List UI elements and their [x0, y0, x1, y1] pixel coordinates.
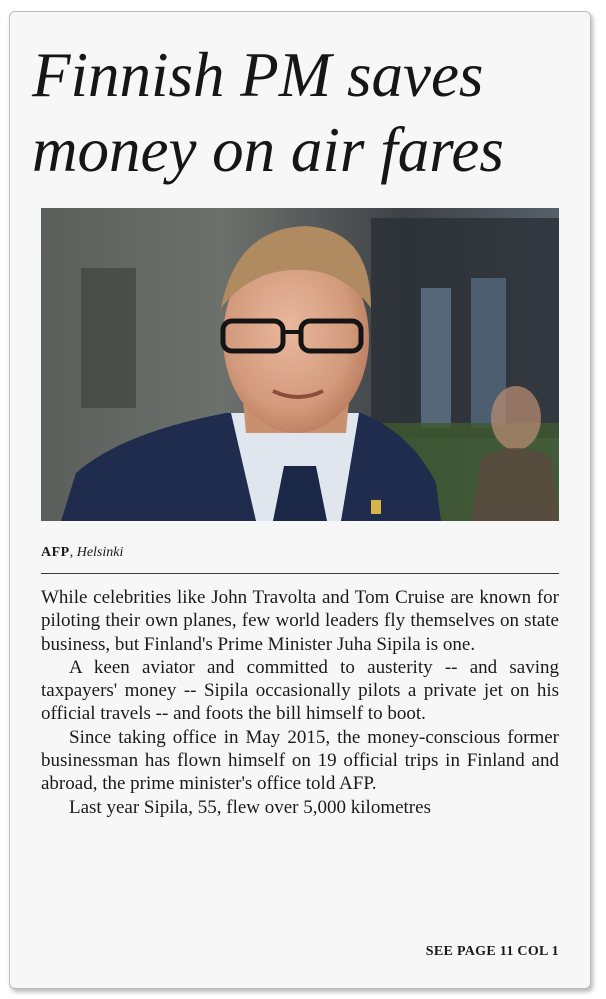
byline-place: Helsinki [76, 545, 124, 560]
byline-agency: AFP [41, 545, 70, 560]
byline-divider [41, 573, 559, 574]
article-body [41, 586, 559, 819]
headline-line-1: Finnish PM saves [32, 40, 484, 110]
continuation-note: SEE PAGE 11 COL 1 [425, 944, 559, 959]
paragraph-1: While celebrities like John Travolta and Tom Cruise are known for piloting their own planes, few world leaders fly themselves on state business, but Finland's Prime Minister Juha Sipila is one. [41, 587, 559, 655]
byline [41, 545, 123, 561]
paragraph-4: Last year Sipila, 55, flew over 5,000 kilometres [69, 796, 431, 818]
headline [32, 38, 572, 188]
article-photo [41, 208, 559, 521]
paragraph-2: A keen aviator and committed to austerity -- and saving taxpayers' money -- Sipila occasionally pilots a private jet on his official travels -- and foots the bill himself to boot. [41, 656, 559, 725]
paragraph-3: Since taking office in May 2015, the money-conscious former businessman has flown himself on 19 official trips in Finland and abroad, the prime minister's office told AFP. [41, 726, 559, 795]
byline-separator: , [69, 545, 77, 560]
headline-line-2: money on air fares [32, 115, 504, 185]
newspaper-clipping [9, 11, 591, 989]
